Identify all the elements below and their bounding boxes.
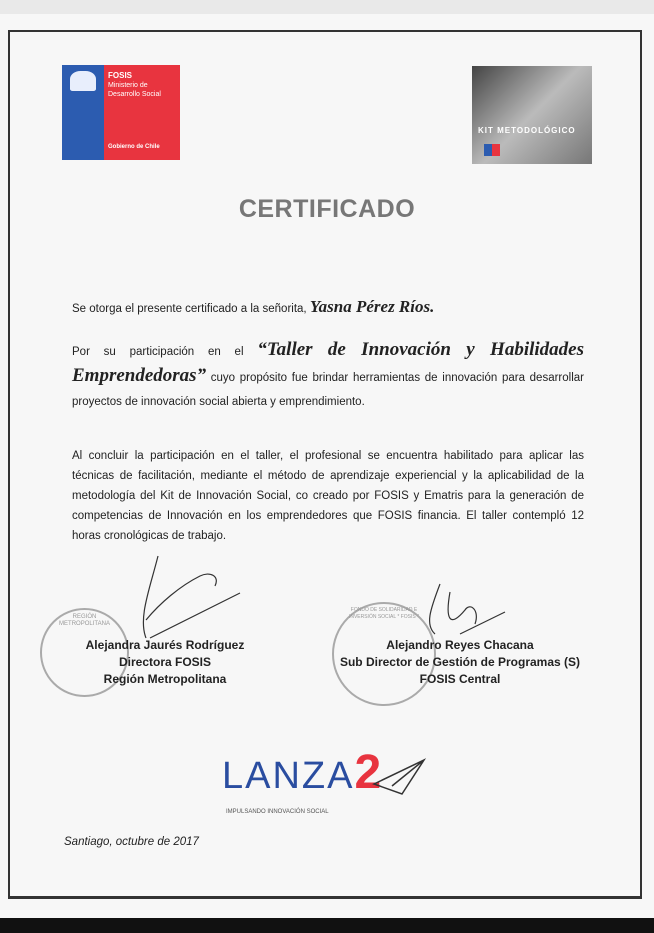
signatory-1-unit: Región Metropolitana [103,672,227,686]
lanza-number: 2 [354,746,384,799]
signature-1 [130,548,250,648]
paper-plane-icon [372,756,427,796]
recipient-prefix: Se otorga el presente certificado a la señorita, [72,303,307,315]
stamp-2-text: FONDO DE SOLIDARIDAD E INVERSIÓN SOCIAL * FOSIS * [348,607,420,620]
signatory-2-name: Alejandro Reyes Chacana [386,638,534,652]
fosis-name: FOSIS [108,71,133,80]
kit-metodologico-logo [472,66,592,164]
signatory-1-role: Directora FOSIS [118,655,212,669]
workshop-name: “Taller de Innovación y Habilidades Emprendedoras” [72,339,584,386]
recipient-name: Yasna Pérez Ríos. [309,297,435,316]
para1-prefix: Por su participación en el [72,346,244,358]
paragraph-1 [72,338,584,414]
recipient-line [72,296,584,321]
signatory-2 [315,637,605,688]
lanza2-logo [222,746,384,815]
signatory-2-role: Sub Director de Gestión de Programas (S) [339,655,581,669]
paragraph-2: Al concluir la participación en el taller, el profesional se encuentra habilitado para aplicar las técnicas de facilitación, mediante el método de aprendizaje experiencial y la aplicabilidad de la metodología del Kit de Innovación Social, co creado por FOSIS y Ematris para la generación de competencias de Innovación en los emprendedores que FOSIS financia. El taller contempló 12 horas cronológicas de trabajo. [72,450,584,542]
kit-text: KIT METODOLÓGICO [478,126,576,135]
fosis-logo [62,65,180,160]
signatory-1 [70,637,260,688]
signatory-2-unit: FOSIS Central [419,672,501,686]
lanza-tagline: IMPULSANDO INNOVACIÓN SOCIAL [226,809,329,815]
stamp-1-text: REGIÓN METROPOLITANA [59,614,110,627]
para1-suffix: cuyo propósito fue brindar herramientas de innovación para desarrollar proyectos de innovación social abierta y emprendimiento. [72,372,584,408]
fosis-ministry: Ministerio de Desarrollo Social [108,82,161,98]
lanza-word: LANZA [222,755,355,797]
fosis-gov: Gobierno de Chile [108,144,160,150]
signatory-1-name: Alejandra Jaurés Rodríguez [85,638,245,652]
certificate-title: CERTIFICADO [238,195,416,223]
flag-icon [484,144,500,156]
bottom-bar [0,918,654,933]
date: Santiago, octubre de 2017 [64,836,199,848]
chile-crest-icon [70,71,96,91]
